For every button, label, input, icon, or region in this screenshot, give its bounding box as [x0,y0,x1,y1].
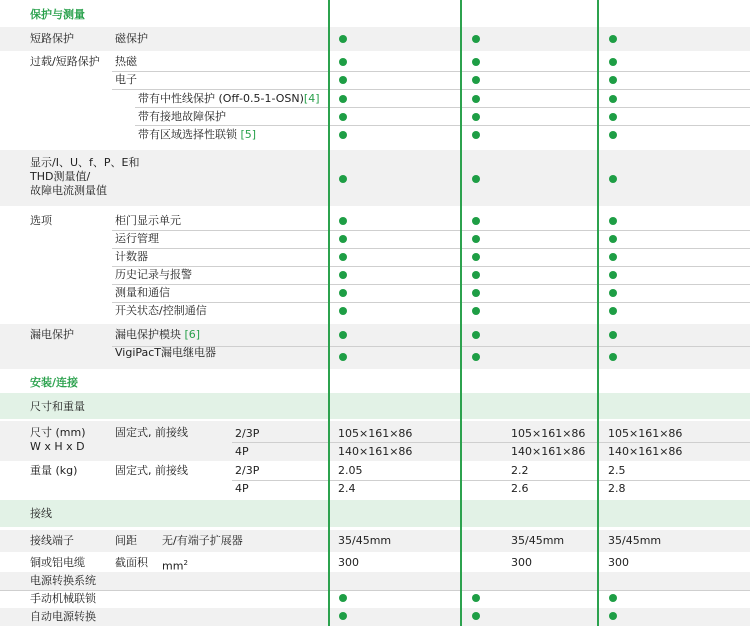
dimensions-mount: 固定式, 前接线 [115,426,188,439]
leakage-module-label: 漏电保护模块 [6] [115,328,201,341]
availability-dot [472,353,480,361]
dimension-value: 105×161×86 [511,427,586,440]
availability-dot [472,217,480,225]
availability-dot [609,271,617,279]
weight-value: 2.6 [511,482,529,495]
electronic-label: 电子 [115,73,137,86]
availability-dot [339,331,347,339]
vigipact-relay-label: VigiPacT漏电继电器 [115,346,217,359]
weight-value: 2.8 [608,482,626,495]
short-circuit-type: 磁保护 [115,32,148,45]
dimension-value: 140×161×86 [511,445,586,458]
divider [112,302,750,303]
availability-dot [472,113,480,121]
availability-dot [609,307,617,315]
cables-label: 铜或铝电缆 [30,556,85,569]
ground-fault-label: 带有接地故障保护 [138,110,226,123]
terminal-value: 35/45mm [338,534,392,547]
divider [135,125,750,126]
row-bg-dims-header [0,393,750,419]
dimension-value: 140×161×86 [608,445,683,458]
option-item: 运行管理 [115,232,159,245]
availability-dot [339,235,347,243]
availability-dot [339,175,347,183]
footnote-6: [6] [184,328,201,341]
terminal-value: 35/45mm [511,534,565,547]
availability-dot [609,594,617,602]
weight-pole-3: 2/3P [235,464,260,477]
availability-dot [472,175,480,183]
availability-dot [339,612,347,620]
availability-dot [472,35,480,43]
availability-dot [339,253,347,261]
footnote-4: [4] [303,92,320,105]
availability-dot [339,35,347,43]
availability-dot [609,175,617,183]
column-divider [597,0,599,626]
availability-dot [609,131,617,139]
availability-dot [609,253,617,261]
availability-dot [609,113,617,121]
availability-dot [339,131,347,139]
weight-value: 2.4 [338,482,356,495]
availability-dot [472,271,480,279]
weight-label: 重量 (kg) [30,464,78,477]
weight-value: 2.2 [511,464,529,477]
options-label: 选项 [30,214,52,227]
availability-dot [609,612,617,620]
row-bg-wiring-header [0,500,750,527]
section-title-protection: 保护与测量 [30,8,85,21]
divider [112,89,750,90]
availability-dot [609,235,617,243]
dimension-value: 105×161×86 [338,427,413,440]
availability-dot [472,235,480,243]
divider [112,71,750,72]
availability-dot [609,289,617,297]
divider [112,266,750,267]
dimensions-label-line2: W x H x D [30,440,85,453]
availability-dot [339,271,347,279]
availability-dot [339,113,347,121]
overload-label: 过载/短路保护 [30,55,100,68]
divider [232,442,750,443]
divider [0,590,750,591]
availability-dot [472,95,480,103]
row-bg-auto [0,608,750,626]
availability-dot [472,131,480,139]
option-item: 历史记录与报警 [115,268,192,281]
option-item: 开关状态/控制通信 [115,304,207,317]
divider [232,480,750,481]
display-label-line1: 显示/I、U、f、P、E和 [30,156,140,169]
wiring-header: 接线 [30,507,52,520]
availability-dot [472,289,480,297]
availability-dot [339,307,347,315]
availability-dot [609,95,617,103]
footnote-5: [5] [240,128,257,141]
availability-dot [609,35,617,43]
row-bg-transfer [0,572,750,590]
availability-dot [609,58,617,66]
terminal-value: 35/45mm [608,534,662,547]
display-label-line2: THD测量值/ [30,170,91,183]
dimensions-label-line1: 尺寸 (mm) [30,426,86,439]
availability-dot [472,594,480,602]
availability-dot [472,307,480,315]
weight-value: 2.5 [608,464,626,477]
transfer-system-label: 电源转换系统 [30,574,96,587]
availability-dot [339,289,347,297]
availability-dot [339,58,347,66]
availability-dot [339,594,347,602]
weight-value: 2.05 [338,464,363,477]
availability-dot [339,217,347,225]
display-label-line3: 故障电流测量值 [30,184,107,197]
availability-dot [339,353,347,361]
availability-dot [339,76,347,84]
cable-value: 300 [608,556,629,569]
earth-leakage-label: 漏电保护 [30,328,74,341]
manual-interlock-label: 手动机械联锁 [30,592,96,605]
cables-section: 截面积 [115,556,148,569]
terminals-label: 接线端子 [30,534,74,547]
row-bg-short-circuit [0,27,750,51]
option-item: 计数器 [115,250,148,263]
weight-mount: 固定式, 前接线 [115,464,188,477]
dimension-value: 140×161×86 [338,445,413,458]
availability-dot [609,76,617,84]
dimensions-pole-4: 4P [235,445,249,458]
dims-weight-header: 尺寸和重量 [30,400,85,413]
section-title-installation: 安装/连接 [30,376,79,389]
dimension-value: 105×161×86 [608,427,683,440]
option-item: 测量和通信 [115,286,170,299]
weight-pole-4: 4P [235,482,249,495]
option-item: 柜门显示单元 [115,214,181,227]
availability-dot [609,217,617,225]
divider [112,230,750,231]
column-divider [328,0,330,626]
availability-dot [609,353,617,361]
terminals-pitch: 间距 [115,534,137,547]
availability-dot [472,76,480,84]
divider [112,284,750,285]
auto-transfer-label: 自动电源转换 [30,610,96,623]
zone-selective-label: 带有区域选择性联锁 [5] [138,128,257,141]
divider [135,107,750,108]
short-circuit-label: 短路保护 [30,32,74,45]
terminals-desc: 无/有端子扩展器 [162,534,243,547]
thermal-magnetic-label: 热磁 [115,55,137,68]
column-divider [460,0,462,626]
availability-dot [339,95,347,103]
availability-dot [472,253,480,261]
availability-dot [472,331,480,339]
neutral-protection-label: 带有中性线保护 (Off-0.5-1-OSN)[4] [138,92,320,105]
divider [112,248,750,249]
cables-unit: $mm^2$ [162,559,188,573]
cable-value: 300 [511,556,532,569]
cable-value: 300 [338,556,359,569]
availability-dot [472,612,480,620]
availability-dot [472,58,480,66]
dimensions-pole-3: 2/3P [235,427,260,440]
availability-dot [609,331,617,339]
